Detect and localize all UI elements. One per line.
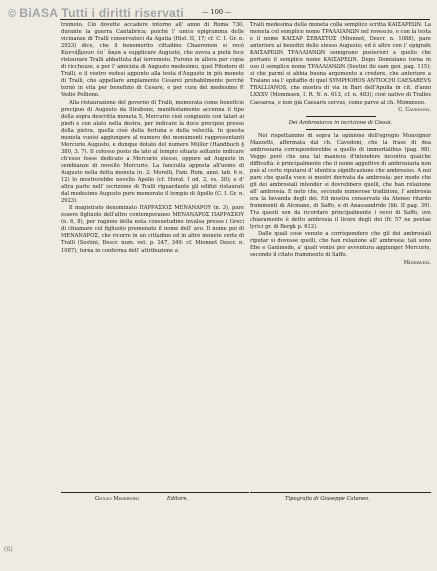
right-paragraph-1: Tralli medesima della moneta colla semplice scritta ΚΑΙΣΑΡΕΩΝ. La moneta col semplice nome ΤΡΑΛΛΙΑΝΩΝ nel rovescio, e con la testa e il nome ΚΑΙΣΑΡ ΣΕΒΑΣΤΟΣ (Mionnet, Descr. n. 1088), pare anteriore ai benefizi dello stesso Augusto; ed è altro con l' epigrafe ΚΑΙΣΑΡΕΩΝ ΤΡΑΛΛΙΑΝΩΝ semigrano posteriori a quello che portano il semplice nome ΚΑΙΣΑΡΕΩΝ. Dopo Domiziano torna in uso il semplice nome ΤΡΑΛΛΙΑΝΩΝ (Sestini ibi eam gen. pag. 115); si che parmi si abbia buona argomento a credere, che anteriore a Traiano sia l' epitaffio di quel SYMPHOROS ANTIOCHI CAESAREVS TRALLIANOS, che mostra di via in Bari dell'Apulia in cit. d'anni LXXXV (Mommsen, I. R. N. n. 613, cf. n. 483); cioè nativo di Tralles Caesarea, e non già Caesaris servus, come parve al ch. Mommsen. <box>250 22 431 106</box>
footer-rule-left <box>61 492 249 493</box>
right-paragraph-2: Noi rispettammo di sopra la opinione dell'egregio Monsignor Mazzetti, affermata dal ch. Cavedoni, che la frase di dea ambrosiaria corrisponderebbe a quello di immortalibus (pag. 98). Veggo però che una tal maniera d'intendere incontra qualche difficoltà: è principalmente che il nome aggettivo di ambrosiaria non può al certo riputarsi d' identica significazione che ambrosius. A noi pare che quella voce si mostri derivata da ambrosia: per modo che gli dei ambrosiali intender si dovrebbero quelli, che han relazione all' ambrosia. E noto che, secondo numerose tradizioni, l' ambrosia era la bevanda degli dei. Ed mostra conservate da Ateneo ritardo frammenti di Alcmane, di Saffo, e di Anassandride (lib. II pag. 39). Tra questi son da ricordare principalmente i versi di Saffo, ove chiaramente è detto ambrosia il licore degli dei (fr. 57 ne poetae lyrici gr. di Bergk p. 612). <box>250 132 431 231</box>
footer-editor <box>95 496 188 502</box>
header-rule <box>60 19 430 20</box>
right-column <box>250 22 431 542</box>
page-number: — 100 — <box>202 8 232 16</box>
left-paragraph-3: Il magistrato denominato ΠΑΡΡΑΣΙΟΣ ΜΕΝΑΝΔΡΟΥ (n. 3), pare essere figliuolo dell'altro contemporaneo ΜΕΝΑΝΔΡΟΣ ΠΑΡΡΑΣΙΟΥ (n. 6, 8), per ragione della nota consuetudine invalsa presso i Greci di chiamare col figliuolo premenato il nome dell' avo. Il nome poi di ΜΕΝΑΝΔΡΟΣ, che ricorre in un cittadino ed in altre monete certe di Tralli (Sestini, Descr. num. vet. p. 247, 349: cf. Mionnet Descr. n. 1087), torna in conferma dell' attribuzione a <box>61 205 244 254</box>
left-column <box>61 22 244 489</box>
section-divider <box>306 116 376 117</box>
watermark <box>8 6 184 20</box>
watermark-text: BiASA Tutti i diritti riservati <box>19 6 185 20</box>
right-paragraph-3: Dalle quali cose venuto a corrispondere che gli dei ambrosiali riputar si dovesse quelli, che han relazione all' ambrosia: tali sono Ebe e Ganimede, a' quali venisi per avventura aggiunger Mercurio, secondo il citato frammento di Saffo. <box>250 231 431 259</box>
copyright-icon: © <box>8 8 17 20</box>
margin-mark: (ü) <box>4 546 13 553</box>
footer-printer: Tipografia di Giuseppe Cataneo. <box>285 496 370 502</box>
section-title: Dei Ambrosiarza in iscrizione di Ciesai. <box>288 119 393 126</box>
editor-name: Giulio Minervini <box>95 496 139 502</box>
left-paragraph-2: Alla ristaurazione del governo di Tralli, memorata come beneficio precipuo di Augusto da Strabone, manifestamente accenna il tipo della sopra descritta moneta 5, Mercurio cioè congiunto con talari ai piedi e con alato nella destra, per indicare la duce precipuo presso della pietra, quella cioè della fortuna e della velocità. In questa moneta vuoisi aggiungere al numero dei monumenti rappresentanti Mercurio Augusto, e dunque dotato del numero Müller (Handbuch § 380, 3. 7). Il colosso posto da lato al tempio situato soltanto indicare ch'esso fosse dedicato a Mercurio stesso, oppure ad Augusto in sembianze di novello Mercurio. La fanciulla apposta all'uomo di Augusto nella detta moneta (n. 2: Morelli, Fam. Rom. anni. tab. 6 n. 12) lo mostrerebbe novello Apollo (cf. Horat. I od. 2, vs. 30); e d' altra parte nell' iscrizione di Tralli riguardante gli edifizi ristaurati dal medesimo Augusto pure memorato il tempio di Apollo (C. I. Gr. n. 2923). <box>61 99 244 205</box>
left-paragraph-1: tremoto. Ciò dovette accadere intorno all' anno di Roma 730, durante la guerra Cantabrica; poichè l' unico epigramma delle vicinanze di Tralli conservatoci da Agatia (Hist. II, 17; cf. C. I. Gr. n. 2923) dice, che il benemerito cittadino Chaeremon si recò Καντάβροισι ἐπ᾽ ἄκρα a supplicare Augusto, che aveva a pietà fece ristaurare Tralli abbattuta dal terremoto. Furono in allora per copia di ricchezze, e per l' amicizia di Augusto medesimo, quel Pitodoro di Tralli, e il vostro vedesi appunto alla testa d'Augusto in più monete di Tralli, che appellare amplamente Cesarei probabilmente perchè tornò in vita per benefizio di Cesare, e per cura del medesimo P. Vedio Pollione. <box>61 22 244 99</box>
footer-rule-right <box>250 492 431 493</box>
editor-label: Editore. <box>167 496 189 502</box>
signature-minervini: Minervini. <box>403 259 431 266</box>
section-divider-2 <box>306 129 376 130</box>
signature-cavedoni: C. Cavedoni. <box>398 106 431 113</box>
